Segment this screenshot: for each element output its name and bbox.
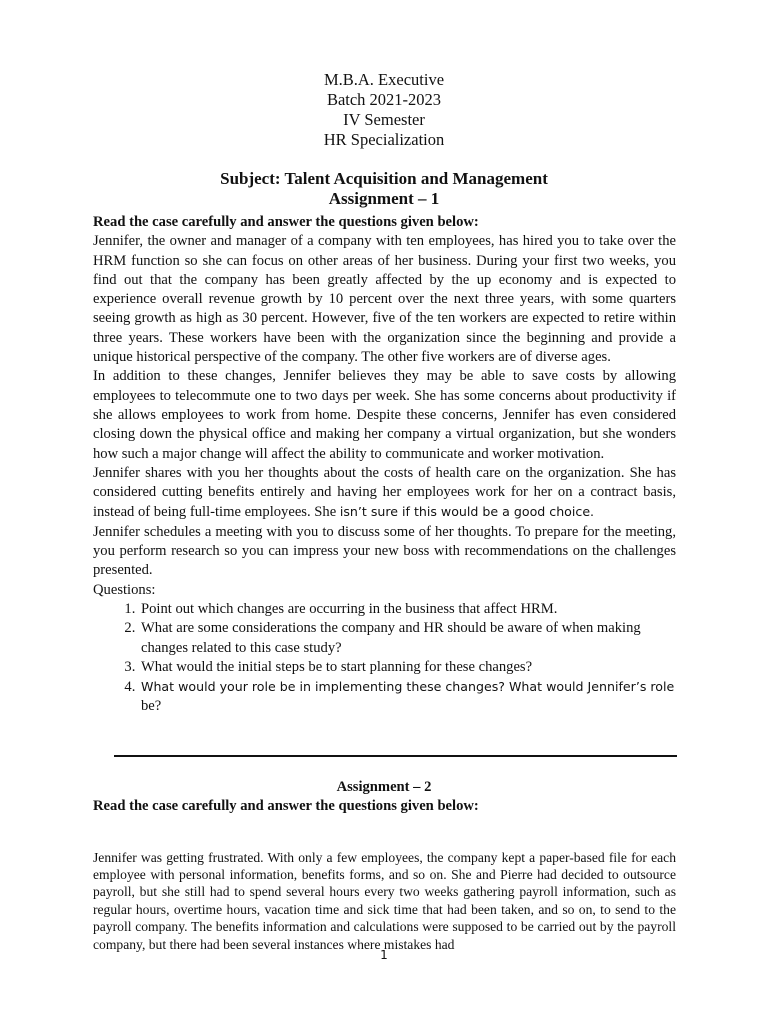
section-divider [114,755,677,757]
assignment-1-body [93,213,676,717]
question-item: 3. What would the initial steps be to start planning for these changes? [139,658,676,677]
document-header [0,70,768,150]
assignment-2-heading: Assignment – 2 [336,779,432,795]
subject-title: Subject: Talent Acquisition and Management [220,169,548,188]
batch-line: Batch 2021-2023 [326,90,442,109]
assignment-2-instruction: Read the case carefully and answer the questions given below: [93,798,479,814]
questions-label: Questions: [93,581,156,598]
case-paragraph-3-end: isn’t sure if this would be a good choice. [339,504,595,520]
program-title: M.B.A. Executive [323,70,445,89]
case-paragraph-3 [93,464,676,523]
assignment-1-heading: Assignment – 1 [328,189,440,208]
case-paragraph-3-text: Jennifer shares with you her thoughts about the costs of health care on the organization. She has considered cutting benefits entirely and having her employees work for her on a contract basis, instead of being full-time employees. She [93,464,676,521]
assignment-2-paragraph: Jennifer was getting frustrated. With only a few employees, the company kept a paper-based file for each employee with personal information, benefits forms, and so on. She and Pierre had decided to outsource payroll, but she still had to spend several hours every two weeks gathering payroll information, such as regular hours, overtime hours, vacation time and sick time that had been taken, and so on, to send to the payroll company. The benefits information and calculations were supposed to be carried out by the payroll company, but there had been several instances where mistakes had [93,849,676,952]
question-item [139,677,676,717]
case-paragraph-4: Jennifer schedules a meeting with you to discuss some of her thoughts. To prepare for the meeting, you perform research so you can impress your new boss with recommendations on the challenges presented. [93,523,676,579]
assignment-1-instruction: Read the case carefully and answer the questions given below: [93,214,479,230]
question-item: 1. Point out which changes are occurring in the business that affect HRM. [139,600,676,619]
question-4-text: What would your role be in implementing these changes? What would Jennifer’s role [141,679,675,695]
specialization-line: HR Specialization [323,130,445,149]
case-paragraph-1: Jennifer, the owner and manager of a company with ten employees, has hired you to take over the HRM function so she can focus on other areas of her business. During your first two weeks, you find out that the company has been greatly affected by the up economy and is expected to experience overall revenue growth by 10 percent over the next three years, with some quarters seeing growth as high as 30 percent. However, five of the ten workers are expected to retire within three years. These workers have been with the organization since the beginning and provide a unique historical perspective of the company. The other five workers are of diverse ages. [93,233,676,366]
question-4-continuation: be? [141,698,162,715]
questions-list [93,600,676,717]
page-number: 1 [380,948,388,962]
case-paragraph-2: In addition to these changes, Jennifer believes they may be able to save costs by allowing employees to telecommute one to two days per week. She has some concerns about productivity if she allows employees to work from home. Despite these concerns, Jennifer has even considered closing down the physical office and making her company a virtual organization, but she wonders how such a major change will affect the ability to communicate and worker motivation. [93,368,676,462]
subject-block [0,169,768,209]
question-item: 2. What are some considerations the company and HR should be aware of when making changes related to this case study? [139,619,676,658]
assignment-2-instruction-block [93,797,676,816]
semester-line: IV Semester [343,110,425,129]
